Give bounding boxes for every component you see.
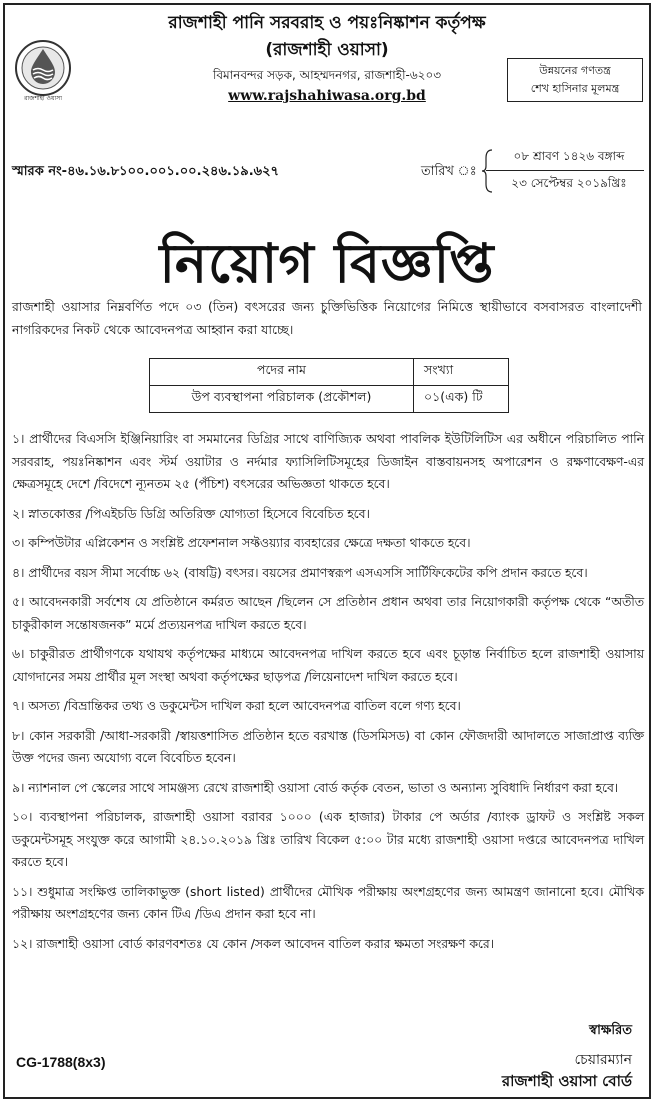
date-english: ২৩ সেপ্টেম্বর ২০১৯খ্রিঃ (511, 176, 627, 190)
post-table-header-row (150, 359, 509, 386)
signatory-title: চেয়ারম্যান (574, 1052, 632, 1068)
website-link[interactable]: www.rajshahiwasa.org.bd (228, 88, 426, 104)
notice-headline: নিয়োগ বিজ্ঞপ্তি (159, 231, 495, 295)
post-name-header: পদের নাম (150, 359, 414, 386)
term-item: ৩। কম্পিউটার এপ্লিকেশন ও সংশ্লিষ্ট প্রফেশনাল সফ্টওয়্যার ব্যবহারের ক্ষেত্রে দক্ষতা থাকতে হবে। (12, 536, 471, 550)
slogan-line-1: উন্নয়নের গণতন্ত্র (539, 64, 611, 77)
post-table-row (150, 386, 509, 413)
term-item: ১০। ব্যবস্থাপনা পরিচালক, রাজশাহী ওয়াসা বরাবর ১০০০ (এক হাজার) টাকার পে অর্ডার /ব্যাংক ড্রাফট ও সংশ্লিষ্ট সকল ডকুমেন্টসমূহ সংযুক্ত করে আগামী ২৪.১০.২০১৯ খ্রিঃ তারিখ বিকেল ৫:০০ টার মধ্যে রাজশাহী ওয়াসা দপ্তরে আবেদনপত্র দাখিল করতে হবে। (12, 810, 644, 869)
memo-number: স্মারক নং-৪৬.১৬.৮১০০.০০১.০০.২৪৬.১৯.৬২৭ (12, 164, 280, 179)
post-count-cell: ০১(এক) টি (414, 386, 509, 413)
date-bangla: ০৮ শ্রাবণ ১৪২৬ বঙ্গাব্দ (513, 149, 625, 163)
signed-label: স্বাক্ষরিত (589, 1023, 632, 1038)
post-table (149, 358, 509, 413)
terms-list (12, 428, 644, 962)
org-address: বিমানবন্দর সড়ক, আহম্মদনগর, রাজশাহী-৬২০৩ (212, 68, 442, 82)
date-label: তারিখ ঃ (421, 164, 477, 179)
term-item: ১২। রাজশাহী ওয়াসা বোর্ড কারণবশতঃ যে কোন /সকল আবেদন বাতিল করার ক্ষমতা সংরক্ষণ করে। (12, 936, 495, 951)
date-divider (486, 170, 644, 171)
signatory-office: রাজশাহী ওয়াসা বোর্ড (501, 1072, 632, 1090)
slogan-line-2: শেখ হাসিনার মূলমন্ত্র (530, 82, 620, 95)
logo-text: রাজশাহী ওয়াসা (24, 95, 62, 102)
post-name-cell: উপ ব্যবস্থাপনা পরিচালক (প্রকৌশল) (150, 386, 414, 413)
term-item: ৪। প্রার্থীদের বয়স সীমা সর্বোচ্চ ৬২ (বাষট্টি) বৎসর। বয়সের প্রমাণস্বরূপ এসএসসি সার্টিফিকেটের কপি প্রদান করতে হবে। (12, 565, 588, 580)
intro-paragraph: রাজশাহী ওয়াসার নিম্নবর্ণিত পদে ০৩ (তিন) বৎসরের জন্য চুক্তিভিত্তিক নিয়োগের নিমিত্তে স্থায়ীভাবে বসবাসরত বাংলাদেশী নাগরিকদের নিকট থেকে আবেদনপত্র আহ্বান করা যাচ্ছে। (12, 299, 642, 337)
term-item: ৯। ন্যাশনাল পে স্কেলের সাথে সামঞ্জস্য রেখে রাজশাহী ওয়াসা বোর্ড কর্তৃক বেতন, ভাতা ও অন্যান্য সুবিধাদি নির্ধারণ করা হবে। (12, 780, 619, 795)
term-item: ৬। চাকুরীরত প্রার্থীগণকে যথাযথ কর্তৃপক্ষের মাধ্যমে আবেদনপত্র দাখিল করতে হবে এবং চূড়ান্ত নির্বাচিত হলে রাজশাহী ওয়াসায় যোগদানের সময় প্রার্থীর মূল সংস্থা অথবা কর্তৃপক্ষের ছাড়পত্র /লিয়েনাদেশ দাখিল করতে হবে। (12, 647, 644, 684)
term-item: ৫। আবেদনকারী সর্বশেষ যে প্রতিষ্ঠানে কর্মরত আছেন /ছিলেন সে প্রতিষ্ঠান প্রধান অথবা তার নিয়োগকারী কর্তৃপক্ষ থেকে “অতীত চাকুরীকাল সন্তোষজনক” মর্মে প্রত্যয়নপত্র দাখিল করতে হবে। (12, 595, 644, 632)
term-item: ৮। কোন সরকারী /আধা-সরকারী /স্বায়ত্তশাসিত প্রতিষ্ঠান হতে বরখাস্ত (ডিসমিসড) বা কোন ফৌজদারী আদালতে সাজাপ্রাপ্ত ব্যক্তি উক্ত পদের জন্য অযোগ্য বলে বিবেচিত হবেন। (12, 728, 644, 765)
term-item: ২। স্নাতকোত্তর /পিএইচডি ডিগ্রি অতিরিক্ত যোগ্যতা হিসেবে বিবেচিত হবে। (12, 506, 370, 521)
term-item: ১। প্রার্থীদের বিএসসি ইঞ্জিনিয়ারিং বা সমমানের ডিগ্রির সাথে বাণিজ্যিক অথবা পাবলিক ইউটিলিটিস এর অধীনে পরিচালিত পানি সরবরাহ, পয়ঃনিষ্কাশন এবং স্টর্ম ওয়াটার ও নর্দমার ফ্যাসিলিটিসমূহের ডিজাইন বাস্তবায়নসহ অপারেশন ও রক্ষণাবেক্ষণ-এর ক্ষেত্রসমূহে দেশে /বিদেশে ন্যূনতম ২৫ (পঁচিশ) বৎসরের অভিজ্ঞতা থাকতে হবে। (12, 432, 644, 491)
ad-code: CG-1788(8x3) (16, 1054, 106, 1070)
org-name: রাজশাহী পানি সরবরাহ ও পয়ঃনিষ্কাশন কর্তৃপক্ষ (168, 13, 486, 33)
term-item: ৭। অসত্য /বিভ্রান্তিকর তথ্য ও ডকুমেন্টস দাখিল করা হলে আবেদনপত্র বাতিল বলে গণ্য হবে। (12, 699, 461, 713)
org-short-name: (রাজশাহী ওয়াসা) (265, 40, 389, 60)
post-count-header: সংখ্যা (414, 359, 509, 386)
term-item: ১১। শুধুমাত্র সংক্ষিপ্ত তালিকাভুক্ত (short listed) প্রার্থীদের মৌখিক পরীক্ষায় অংশগ্রহণের জন্য আমন্ত্রণ জানানো হবে। মৌখিক পরীক্ষায় অংশগ্রহণের জন্য কোন টিএ /ডিএ প্রদান করা হবে না। (12, 884, 644, 921)
slogan-box (507, 58, 643, 102)
